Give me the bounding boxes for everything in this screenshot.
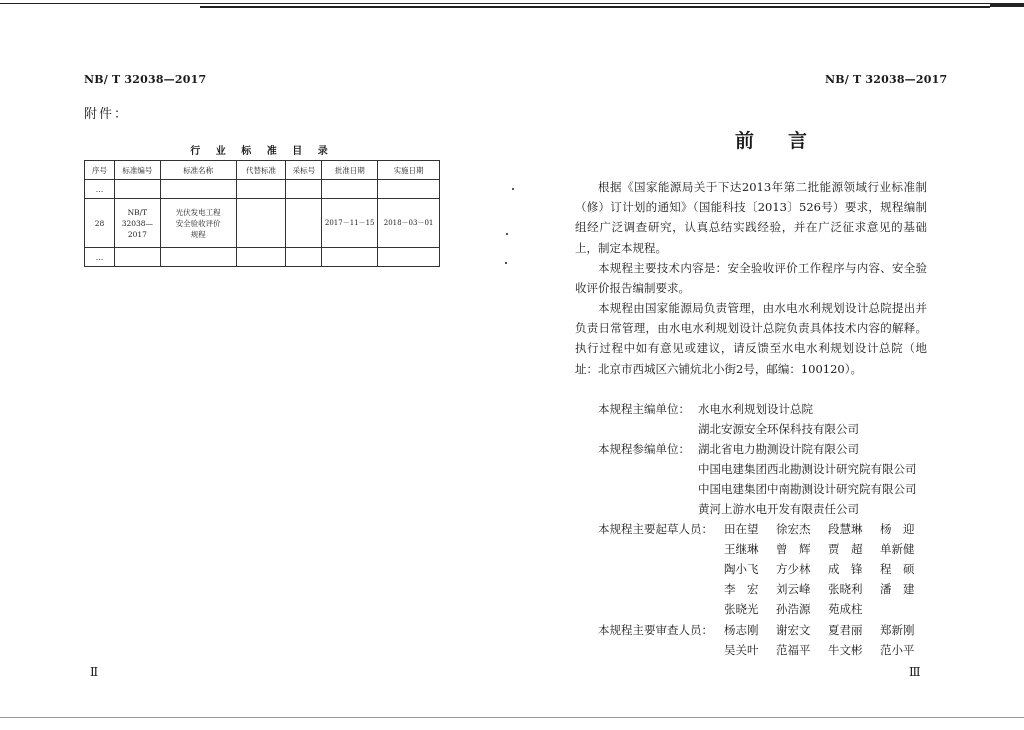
preface-title: 前言 xyxy=(734,130,841,152)
drafters-row xyxy=(724,539,932,559)
person-name: 郑新刚 xyxy=(880,623,915,637)
person-name: 陶小飞 xyxy=(724,562,759,576)
participant-entry xyxy=(598,439,859,459)
person-name: 单新健 xyxy=(880,542,915,556)
chief-unit: 水电水利规划设计总院 xyxy=(698,402,813,416)
ellipsis-cell: … xyxy=(85,248,115,267)
person-name: 孙浩源 xyxy=(776,602,811,616)
standard-code-cell: NB/T 32038— 2017 xyxy=(114,199,160,248)
drafters-row xyxy=(724,579,932,599)
column-header: 代替标准 xyxy=(236,161,286,180)
person-name: 杨 迎 xyxy=(880,522,915,536)
column-header: 采标号 xyxy=(286,161,322,180)
right-page xyxy=(512,0,1024,730)
table-title: 行 业 标 准 目 录 xyxy=(190,146,334,157)
participant-label: 本规程参编单位： xyxy=(598,442,690,456)
person-name: 谢宏文 xyxy=(776,623,811,637)
reviewers-label: 本规程主要审查人员： xyxy=(598,623,713,637)
participant-unit: 湖北省电力勘测设计院有限公司 xyxy=(698,442,859,456)
person-name: 方少林 xyxy=(776,562,811,576)
ellipsis-cell: … xyxy=(85,180,115,199)
participant-unit: 中国电建集团西北勘测设计研究院有限公司 xyxy=(698,462,917,476)
scan-speck xyxy=(506,233,508,235)
row-number-cell: 28 xyxy=(85,199,115,248)
drafters-row xyxy=(724,599,932,619)
adopted-standard-cell xyxy=(286,199,322,248)
person-name: 程 硕 xyxy=(880,562,915,576)
person-name: 贾 超 xyxy=(828,542,863,556)
person-name: 成 锋 xyxy=(828,562,863,576)
scan-speck xyxy=(512,188,514,190)
participant-unit: 中国电建集团中南勘测设计研究院有限公司 xyxy=(698,482,917,496)
person-name: 刘云峰 xyxy=(776,582,811,596)
attachment-label: 附件： xyxy=(84,107,130,122)
preface-paragraph: 根据《国家能源局关于下达2013年第二批能源领域行业标准制（修）订计划的通知》（国能科技〔2013〕526号）要求，规程编制组经广泛调查研究，认真总结实践经验，并在广泛征求意见的基础上，制定本规程。 xyxy=(575,180,927,255)
column-header: 标准名称 xyxy=(160,161,236,180)
chief-unit: 湖北安源安全环保科技有限公司 xyxy=(698,422,859,436)
chief-editor-entry xyxy=(598,399,813,419)
effective-date-cell: 2018－03－01 xyxy=(378,199,440,248)
person-name: 段慧琳 xyxy=(828,522,863,536)
person-name: 范小平 xyxy=(880,643,915,657)
standard-catalog-table xyxy=(84,160,440,267)
drafters-label: 本规程主要起草人员： xyxy=(598,522,713,536)
person-name: 田在望 xyxy=(724,522,759,536)
person-name: 吴关叶 xyxy=(724,643,759,657)
person-name: 王继琳 xyxy=(724,542,759,556)
scan-speck xyxy=(505,262,507,264)
column-header: 实施日期 xyxy=(378,161,440,180)
person-name: 夏君丽 xyxy=(828,623,863,637)
drafters-row xyxy=(724,519,932,539)
person-name: 李 宏 xyxy=(724,582,759,596)
column-header: 序号 xyxy=(85,161,115,180)
person-name: 杨志刚 xyxy=(724,623,759,637)
standard-name-cell: 光伏发电工程 安全验收评价 规程 xyxy=(160,199,236,248)
person-name: 曾 辉 xyxy=(776,542,811,556)
table-header-row xyxy=(85,161,440,180)
page-number: Ⅲ xyxy=(909,665,921,679)
page-number: Ⅱ xyxy=(90,665,99,679)
person-name: 苑成柱 xyxy=(828,602,863,616)
preface-paragraph: 本规程主要技术内容是：安全验收评价工作程序与内容、安全验收评价报告编制要求。 xyxy=(575,261,927,296)
person-name: 张晓光 xyxy=(724,602,759,616)
reviewers-row xyxy=(724,640,932,660)
chief-editor-label: 本规程主编单位： xyxy=(598,402,690,416)
column-header: 批准日期 xyxy=(322,161,378,180)
participant-unit: 黄河上游水电开发有限责任公司 xyxy=(698,502,859,516)
person-name: 牛文彬 xyxy=(828,643,863,657)
person-name: 张晓利 xyxy=(828,582,863,596)
person-name: 范福平 xyxy=(776,643,811,657)
table-row xyxy=(85,248,440,267)
table-row xyxy=(85,180,440,199)
approval-date-cell: 2017－11－15 xyxy=(322,199,378,248)
table-row xyxy=(85,199,440,248)
drafters-row xyxy=(724,559,932,579)
preface-paragraph: 本规程由国家能源局负责管理，由水电水利规划设计总院提出并负责日常管理，由水电水利规划设计总院负责具体技术内容的解释。执行过程中如有意见或建议，请反馈至水电水利规划设计总院（地址：北京市西城区六铺炕北小街2号，邮编：100120）。 xyxy=(575,301,927,376)
reviewers-row xyxy=(724,620,932,640)
column-header: 标准编号 xyxy=(114,161,160,180)
person-name: 徐宏杰 xyxy=(776,522,811,536)
replaced-standard-cell xyxy=(236,199,286,248)
header-standard-code: NB/ T 32038—2017 xyxy=(84,73,207,86)
header-standard-code: NB/ T 32038—2017 xyxy=(825,73,948,86)
person-name: 潘 建 xyxy=(880,582,915,596)
